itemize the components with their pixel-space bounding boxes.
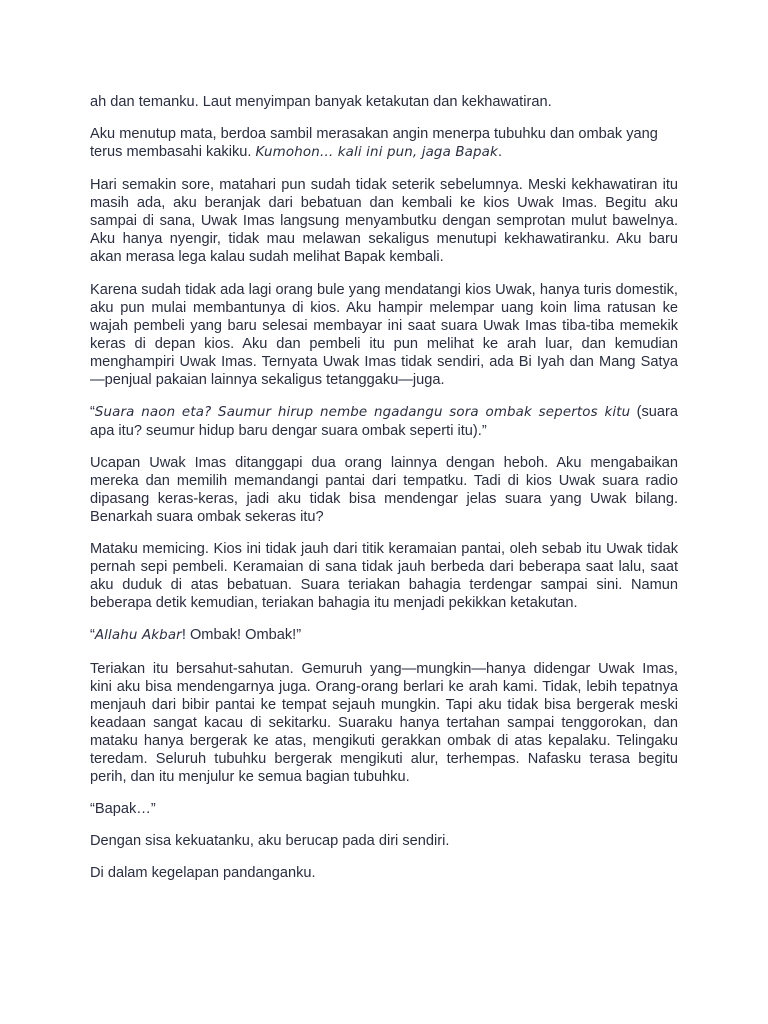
- paragraph-1: ah dan temanku. Laut menyimpan banyak ketakutan dan kekhawatiran.: [90, 94, 552, 110]
- paragraph-8-italic-exclamation: Allahu Akbar: [94, 628, 182, 644]
- paragraph-7: Mataku memicing. Kios ini tidak jauh dari titik keramaian pantai, oleh sebab itu Uwak tidak pernah sepi pembeli. Keramaian di sana tidak jauh berbeda dari beberapa saat lalu, saat aku duduk di atas bebatuan. Suara teriakan bahagia terdengar sampai sini. Namun beberapa detik kemudian, teriakan bahagia itu menjadi pekikkan ketakutan.: [90, 541, 678, 612]
- paragraph-2: [90, 125, 678, 162]
- paragraph-5-italic-sundanese: Suara naon eta? Saumur hirup nembe ngadangu sora ombak sepertos kitu: [94, 404, 631, 420]
- paragraph-5-translation: (suara apa itu? seumur hidup baru dengar suara ombak seperti itu).”: [90, 403, 678, 439]
- paragraph-12: Di dalam kegelapan pandanganku.: [90, 865, 316, 882]
- paragraph-5-open-quote: “: [90, 403, 95, 420]
- paragraph-6: Ucapan Uwak Imas ditanggapi dua orang lainnya dengan heboh. Aku mengabaikan mereka dan memilih memandangi pantai dari tempatku. Tadi di kios Uwak suara radio dipasang keras-keras, jadi aku tidak bisa mendengar jelas suara yang Uwak bilang. Benarkah suara ombak sekeras itu?: [90, 454, 678, 525]
- paragraph-2-end: .: [497, 144, 503, 161]
- paragraph-4: Karena sudah tidak ada lagi orang bule yang mendatangi kios Uwak, hanya turis domestik, aku pun mulai membantunya di kios. Aku hampir melempar uang koin lima ratusan ke wajah pembeli yang baru selesai membayar ini saat suara Uwak Imas tiba-tiba memekik keras di depan kios. Aku dan pembeli itu pun melihat ke arah luar, dan kemudian menghampiri Uwak Imas. Ternyata Uwak Imas tidak sendiri, ada Bi Iyah dan Mang Satya—penjual pakaian lainnya sekaligus tetanggaku—juga.: [90, 281, 678, 388]
- paragraph-11: Dengan sisa kekuatanku, aku berucap pada diri sendiri.: [90, 832, 450, 849]
- paragraph-2-text: Aku menutup mata, berdoa sambil merasakan angin menerpa tubuhku dan ombak yang terus membasahi kakiku.: [90, 126, 658, 161]
- paragraph-10-dialogue: “Bapak…”: [90, 800, 156, 817]
- paragraph-8-dialogue: [90, 626, 678, 645]
- paragraph-2-italic-prayer: Kumohon… kali ini pun, jaga Bapak: [255, 145, 498, 161]
- paragraph-8-open-quote: “: [90, 627, 95, 644]
- paragraph-3: Hari semakin sore, matahari pun sudah tidak seterik sebelumnya. Meski kekhawatiran itu masih ada, aku beranjak dari bebatuan dan kembali ke kios Uwak Imas. Begitu aku sampai di sana, Uwak Imas langsung menyambutku dengan semprotan mulut bawelnya. Aku hanya nyengir, tidak mau melawan sekaligus menutupi kekhawatiranku. Aku baru akan merasa lega kalau sudah melihat Bapak kembali.: [90, 177, 678, 266]
- paragraph-9: Teriakan itu bersahut-sahutan. Gemuruh yang—mungkin—hanya didengar Uwak Imas, kini aku bisa mendengarnya juga. Orang-orang berlari ke arah kami. Tidak, lebih tepatnya menjauh dari bibir pantai ke tempat sejauh mungkin. Tapi aku tidak bisa bergerak meski keadaan sangat kacau di sekitarku. Suaraku hanya tertahan sampai tenggorokan, dan mataku hanya bergerak ke atas, mengikuti gerakkan ombak di atas kepalaku. Telingaku teredam. Seluruh tubuhku bergerak mengikuti alur, terhempas. Nafasku terasa begitu perih, dan itu menjulur ke semua bagian tubuhku.: [90, 660, 678, 785]
- paragraph-5-dialogue: [90, 403, 678, 440]
- paragraph-8-rest: ! Ombak! Ombak!”: [181, 627, 302, 644]
